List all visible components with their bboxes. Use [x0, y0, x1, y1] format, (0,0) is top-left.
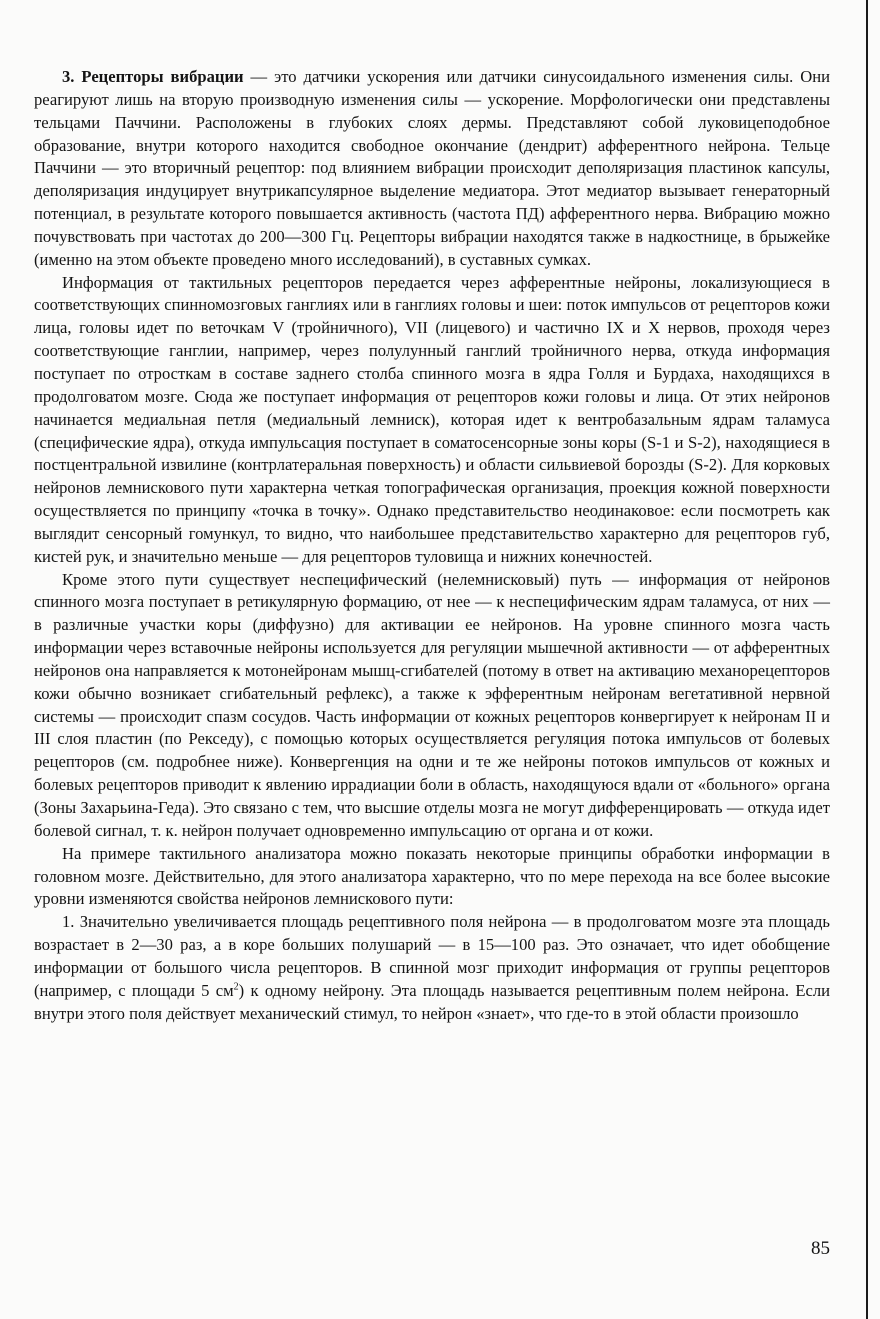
- list-item-text-start: 1. Значительно увеличивается площадь рецептивного поля нейрона — в продолговатом мозге эта площадь возрастает в 2—30 раз, а в коре больших полушарий — в 15—100 раз. Это означает, что идет обобщение информации от большого числа рецепторов. В спинной мозг приходит информация от группы рецепторов (например, с площади 5 см: [34, 912, 830, 1000]
- list-item-text-end: ) к одному нейрону. Эта площадь называется рецептивным полем нейрона. Если внутри этого поля действует механический стимул, то нейрон «знает», что где-то в этой области произошло: [34, 980, 830, 1023]
- paragraph-nonspecific-pathway: Кроме этого пути существует неспецифический (нелемнисковый) путь — информация от нейронов спинного мозга поступает в ретикулярную формацию, от нее — к неспецифическим ядрам таламуса, от них — в различные участки коры (диффузно) для активации ее нейронов. На уровне спинного мозга часть информации через вставочные нейроны используется для регуляции мышечной активности — от афферентных нейронов она направляется к мотонейронам мышц-сгибателей (потому в ответ на активацию механорецепторов кожи обычно возникает сгибательный рефлекс), а также к эфферентным нейронам вегетативной нервной системы — происходит спазм сосудов. Часть информации от кожных рецепторов конвергирует к нейронам II и III слоя пластин (по Рекседу), с помощью которых осуществляется регуляция потока импульсов от болевых рецепторов (см. подробнее ниже). Конвергенция на одни и те же нейроны потоков импульсов от кожных и болевых рецепторов приводит к явлению иррадиации боли в область, находящуюся вдали от «больного» органа (Зоны Захарьина-Геда). Это связано с тем, что высшие отделы мозга не могут дифференцировать — откуда идет болевой сигнал, т. к. нейрон получает одновременно импульсацию от органа и от кожи.: [34, 569, 830, 840]
- paragraph-processing-principles: На примере тактильного анализатора можно показать некоторые принципы обработки информации в головном мозге. Действительно, для этого анализатора характерно, что по мере перехода на все более высокие уровни изменяются свойства нейронов лемнискового пути:: [34, 843, 830, 909]
- page-spine-shadow: [866, 0, 868, 1319]
- paragraph-tactile-pathway: Информация от тактильных рецепторов передается через афферентные нейроны, локализующиеся в соответствующих спинномозговых ганглиях или в ганглиях головы и шеи: поток импульсов от рецепторов кожи лица, головы идет по веточкам V (тройничного), VII (лицевого) и частично IX и X нервов, проходя через соответствующие ганглии, например, через полулунный ганглий тройничного нерва, откуда информация поступает по отросткам в составе заднего столба спинного мозга в ядра Голля и Бурдаха, находящихся в продолговатом мозге. Сюда же поступает информация от рецепторов кожи головы и лица. От этих нейронов начинается медиальная петля (медиальный лемниск), которая идет к вентробазальным ядрам таламуса (специфические ядра), откуда импульсация поступает в соматосенсорные зоны коры (S-1 и S-2), находящиеся в постцентральной извилине (контрлатеральная поверхность) и области сильвиевой борозды (S-2). Для корковых нейронов лемнискового пути характерна четкая топографическая организация, проекция кожной поверхности осуществляется по принципу «точка в точку». Однако представительство неодинаковое: если посмотреть как выглядит сенсорный гомункул, то видно, что наибольшее представительство характерно для рецепторов губ, кистей рук, и значительно меньше — для рецепторов туловища и нижних конечностей.: [34, 272, 830, 566]
- paragraph-vibration-receptors: [34, 66, 830, 272]
- section-heading-text: — это датчики ускорения или датчики синусоидального изменения силы. Они реагируют лишь на вторую производную изменения силы — ускорение. Морфологически они представлены тельцами Паччини. Расположены в глубоких слоях дермы. Представляют собой луковицеподобное образование, внутри которого находится свободное окончание (дендрит) афферентного нейрона. Тельце Паччини — это вторичный рецептор: под влиянием вибрации происходит деполяризация пластинок капсулы, деполяризация индуцирует внутрикапсулярное выделение медиатора. Этот медиатор вызывает генераторный потенциал, в результате которого повышается активность (частота ПД) афферентного нерва. Вибрацию можно почувствовать при частотах до 200—300 Гц. Рецепторы вибрации находятся также в надкостнице, в брыжейке (именно на этом объекте проведено много исследований), в суставных сумках.: [34, 67, 830, 269]
- superscript: 2: [233, 981, 239, 993]
- body-text: [34, 66, 830, 1025]
- page-number: 85: [811, 1238, 830, 1259]
- section-heading: 3. Рецепторы вибрации: [62, 67, 244, 86]
- list-item-receptive-field: [34, 911, 830, 1025]
